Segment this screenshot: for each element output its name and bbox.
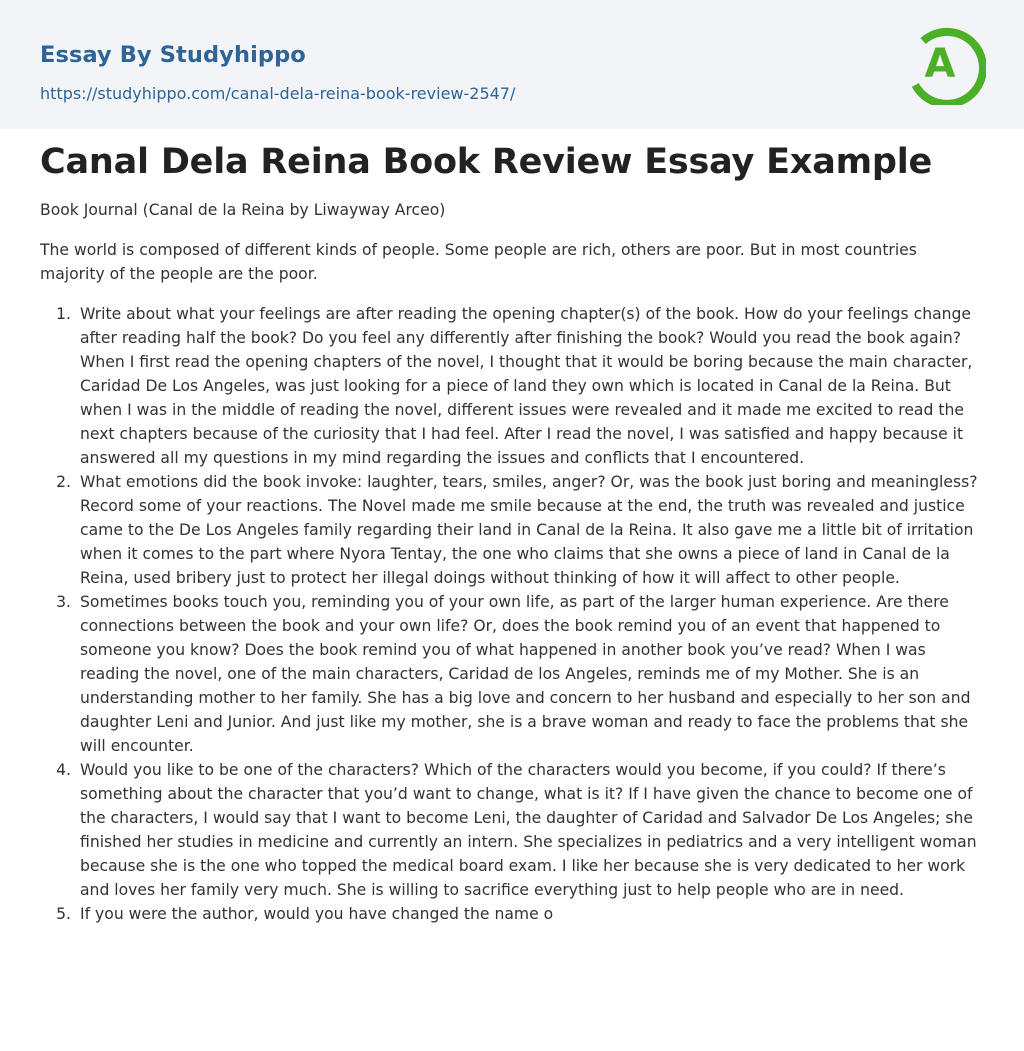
list-item-number: 1.: [56, 305, 71, 323]
list-item-number: 2.: [56, 473, 71, 491]
site-header: [0, 0, 1024, 129]
list-item: [40, 758, 984, 902]
list-item-text: What emotions did the book invoke: laughter, tears, smiles, anger? Or, was the book just boring and meaningless? Record some of your reactions. The Novel made me smile because at the end, the truth was revealed and justice came to the De Los Angeles family regarding their land in Canal de la Reina. It also gave me a little bit of irritation when it comes to the part where Nyora Tentay, the one who claims that she owns a piece of land in Canal de la Reina, used bribery just to protect her illegal doings without thinking of how it will affect to other people.: [80, 473, 978, 587]
list-item: [40, 302, 984, 470]
list-item-text: Would you like to be one of the characters? Which of the characters would you become, if you could? If there’s something about the character that you’d want to change, what is it? If I have given the chance to become one of the characters, I would say that I want to become Leni, the daughter of Caridad and Salvador De Los Angeles; she finished her studies in medicine and currently an intern. She specializes in pediatrics and a very intelligent woman because she is the one who topped the medical board exam. I like her because she is very dedicated to her work and loves her family very much. She is willing to sacrifice everything just to help people who are in need.: [80, 761, 977, 899]
list-item: [40, 902, 984, 926]
studyhippo-logo-icon[interactable]: [910, 19, 986, 105]
article-body: [40, 198, 984, 926]
list-item-number: 3.: [56, 593, 71, 611]
list-item-text: If you were the author, would you have changed the name o: [80, 905, 554, 923]
list-item: [40, 590, 984, 758]
list-item: [40, 470, 984, 590]
logo-letter: A: [924, 41, 956, 87]
list-item-text: Write about what your feelings are after reading the opening chapter(s) of the book. How do your feelings change after reading half the book? Do you feel any differently after finishing the book? Would you read the book again? When I first read the opening chapters of the novel, I thought that it would be boring because the main character, Caridad De Los Angeles, was just looking for a piece of land they own which is located in Canal de la Reina. But when I was in the middle of reading the novel, different issues were revealed and it made me excited to read the next chapters because of the curiosity that I had feel. After I read the novel, I was satisfied and happy because it answered all my questions in my mind regarding the issues and conflicts that I encountered.: [80, 305, 973, 467]
list-item-number: 4.: [56, 761, 71, 779]
article-intro: The world is composed of different kinds of people. Some people are rich, others are poor. But in most countries majority of the people are the poor.: [40, 241, 917, 283]
site-brand[interactable]: Essay By Studyhippo: [40, 42, 306, 68]
list-item-number: 5.: [56, 905, 71, 923]
page-url-link[interactable]: https://studyhippo.com/canal-dela-reina-book-review-2547/: [40, 84, 516, 103]
question-list: [40, 302, 984, 926]
list-item-text: Sometimes books touch you, reminding you of your own life, as part of the larger human experience. Are there connections between the book and your own life? Or, does the book remind you of an event that happened to someone you know? Does the book remind you of what happened in another book you’ve read? When I was reading the novel, one of the main characters, Caridad de los Angeles, reminds me of my Mother. She is an understanding mother to her family. She has a big love and concern to her husband and especially to her son and daughter Leni and Junior. And just like my mother, she is a brave woman and ready to face the problems that she will encounter.: [80, 593, 971, 755]
page-title: Canal Dela Reina Book Review Essay Example: [40, 142, 933, 182]
article-subtitle: Book Journal (Canal de la Reina by Liwayway Arceo): [40, 201, 446, 219]
